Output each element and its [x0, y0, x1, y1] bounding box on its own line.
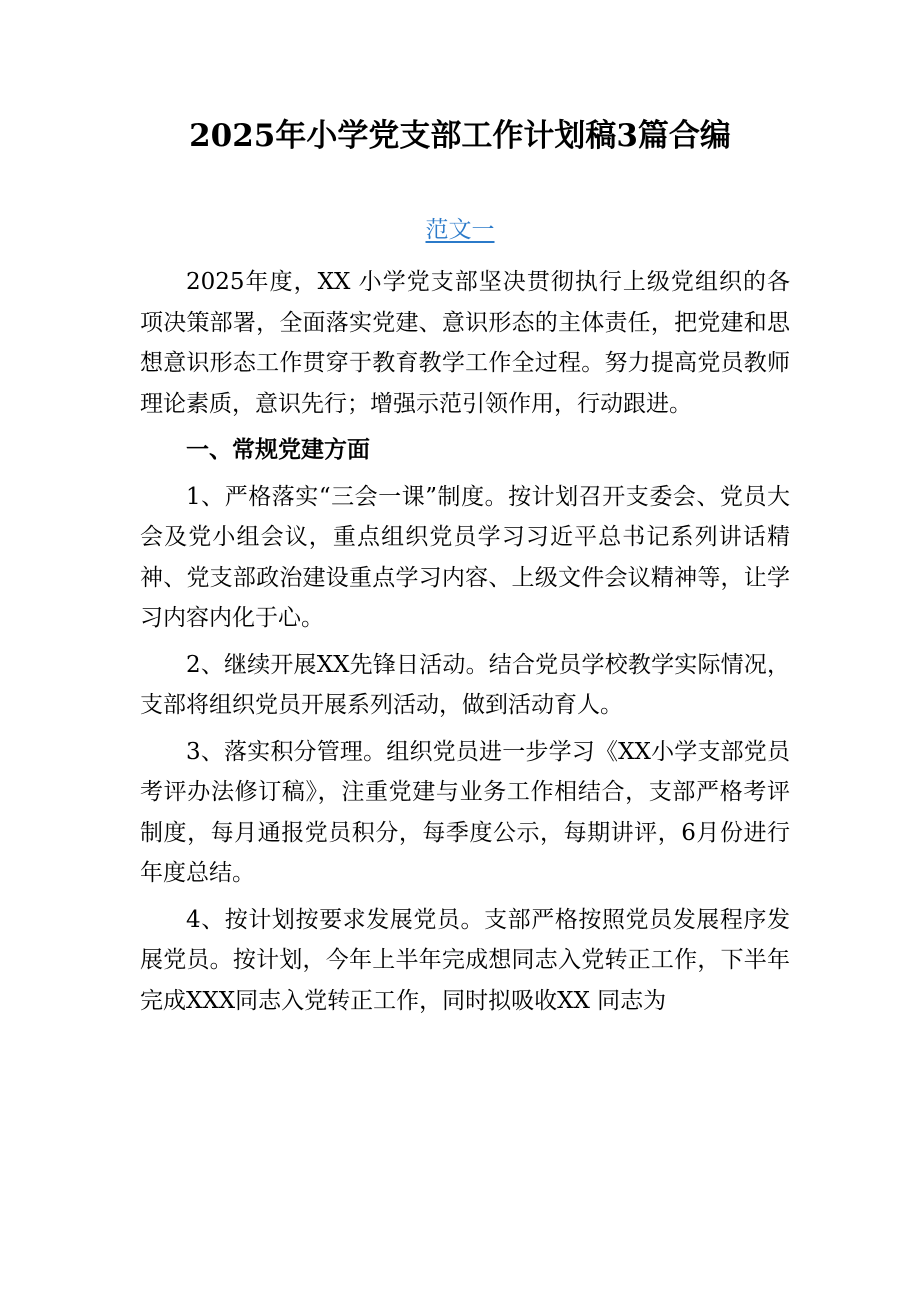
document-body: [140, 262, 790, 1027]
intro-paragraph: 2025年度，XX 小学党支部坚决贯彻执行上级党组织的各项决策部署，全面落实党建、意识形态的主体责任，把党建和思想意识形态工作贯穿于教育教学工作全过程。努力提高党员教师理论素质，意识先行；增强示范引领作用，行动跟进。: [140, 269, 790, 417]
document-title: 2025年小学党支部工作计划稿3篇合编: [189, 118, 731, 154]
section-heading: [0, 210, 920, 250]
item-paragraph-1: 1、严格落实“三会一课”制度。按计划召开支委会、党员大会及党小组会议，重点组织党员学习习近平总书记系列讲话精神、党支部政治建设重点学习内容、上级文件会议精神等，让学习内容内化于心。: [140, 483, 790, 631]
section-link[interactable]: 范文一: [425, 217, 495, 243]
section-heading-regular-party-building: 一、常规党建方面: [186, 436, 370, 463]
item-paragraph-3: 3、落实积分管理。组织党员进一步学习《XX小学支部党员考评办法修订稿》，注重党建与业务工作相结合，支部严格考评制度，每月通报党员积分，每季度公示，每期讲评，6月份进行年度总结。: [140, 738, 790, 886]
item-paragraph-2: 2、继续开展XX先锋日活动。结合党员学校教学实际情况，支部将组织党员开展系列活动，做到活动育人。: [140, 651, 790, 718]
item-paragraph-4: 4、按计划按要求发展党员。支部严格按照党员发展程序发展党员。按计划，今年上半年完成想同志入党转正工作，下半年完成XXX同志入党转正工作，同时拟吸收XX 同志为: [140, 906, 790, 1014]
